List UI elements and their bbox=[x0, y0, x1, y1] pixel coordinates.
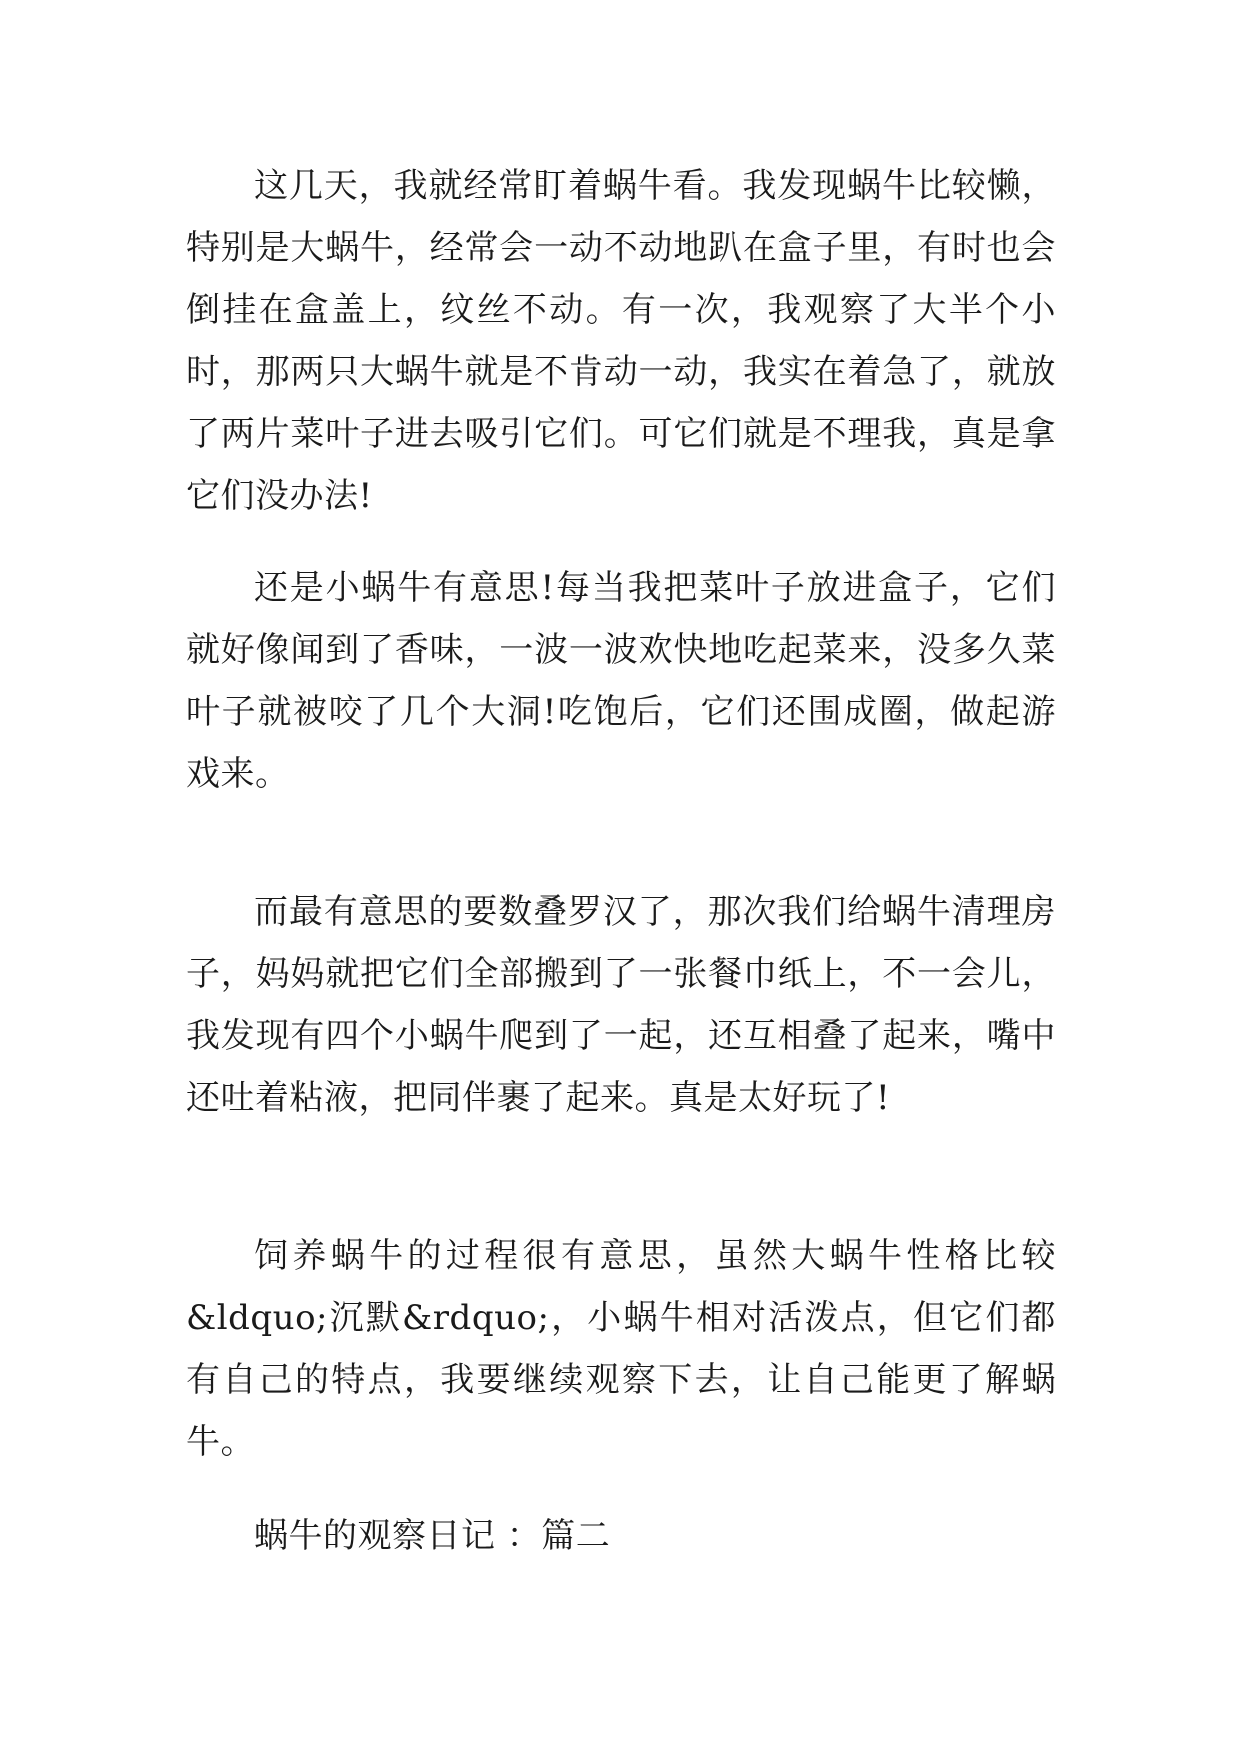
paragraph-2: 还是小蜗牛有意思!每当我把菜叶子放进盒子，它们就好像闻到了香味，一波一波欢快地吃起菜来，没多久菜叶子就被咬了几个大洞!吃饱后，它们还围成圈，做起游戏来。 bbox=[186, 568, 1056, 794]
paragraph-4: 饲养蜗牛的过程很有意思，虽然大蜗牛性格比较&ldquo;沉默&rdquo;，小蜗牛相对活泼点，但它们都有自己的特点，我要继续观察下去，让自己能更了解蜗牛。 bbox=[186, 1236, 1056, 1462]
section-heading: 蜗牛的观察日记 ：篇二 bbox=[254, 1516, 611, 1556]
paragraph-1: 这几天，我就经常盯着蜗牛看。我发现蜗牛比较懒，特别是大蜗牛，经常会一动不动地趴在盒子里，有时也会倒挂在盒盖上，纹丝不动。有一次，我观察了大半个小时，那两只大蜗牛就是不肯动一动，我实在着急了，就放了两片菜叶子进去吸引它们。可它们就是不理我，真是拿它们没办法! bbox=[186, 166, 1056, 516]
paragraph-3: 而最有意思的要数叠罗汉了，那次我们给蜗牛清理房子，妈妈就把它们全部搬到了一张餐巾纸上，不一会儿，我发现有四个小蜗牛爬到了一起，还互相叠了起来，嘴中还吐着粘液，把同伴裹了起来。真是太好玩了! bbox=[186, 892, 1056, 1118]
